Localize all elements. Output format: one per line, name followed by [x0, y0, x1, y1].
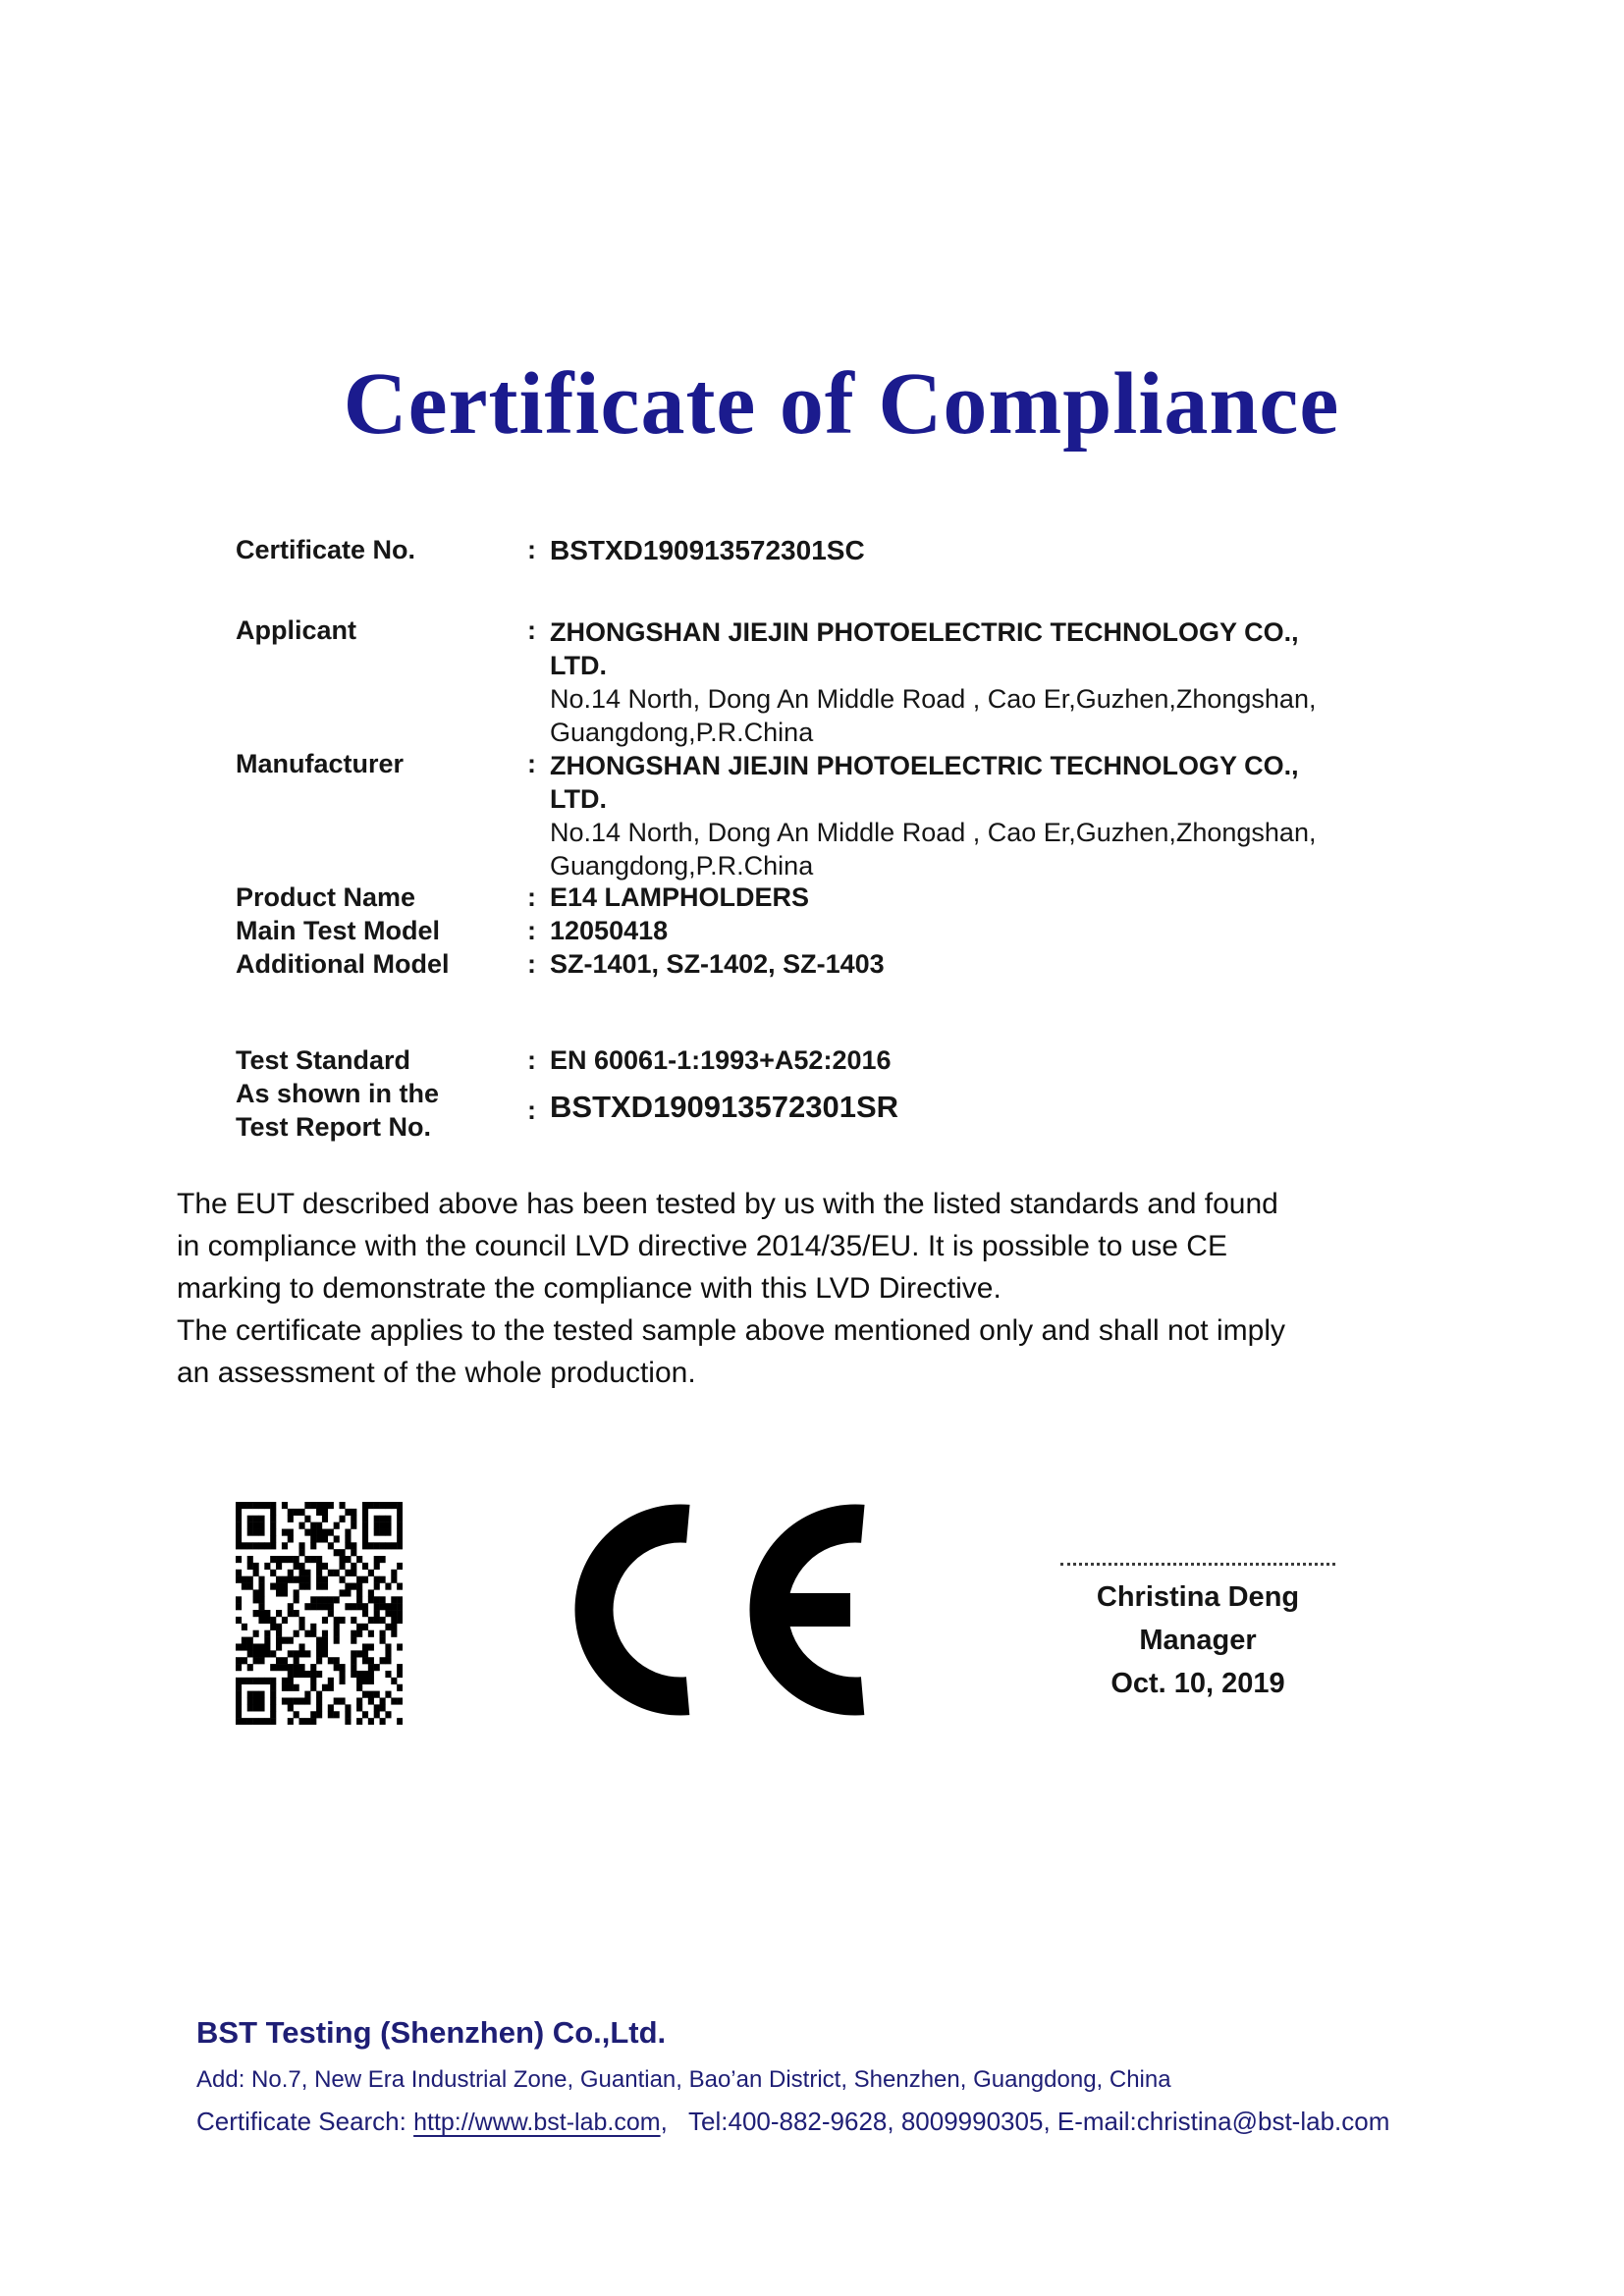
paragraph-line: an assessment of the whole production.	[177, 1357, 696, 1389]
signatory-role: Manager	[1139, 1625, 1257, 1656]
manufacturer-address-line1: No.14 North, Dong An Middle Road , Cao Er,Guzhen,Zhongshan,	[550, 818, 1317, 847]
product-name-value: E14 LAMPHOLDERS	[550, 882, 810, 912]
manufacturer-company-line1: ZHONGSHAN JIEJIN PHOTOELECTRIC TECHNOLOGY CO.,	[550, 751, 1299, 780]
manufacturer-company-line2: LTD.	[550, 784, 607, 814]
paragraph-line: marking to demonstrate the compliance with this LVD Directive.	[177, 1272, 1001, 1305]
test-standard-label-line1: Test Standard	[236, 1045, 411, 1075]
footer-company-name: BST Testing (Shenzhen) Co.,Ltd.	[196, 2015, 667, 2050]
main-test-model-label: Main Test Model	[236, 916, 441, 945]
manufacturer-value	[550, 749, 1316, 882]
paragraph-line: in compliance with the council LVD directive 2014/35/EU. It is possible to use CE	[177, 1230, 1227, 1262]
certificate-no-colon: :	[527, 535, 536, 564]
test-standard-colon: :	[527, 1045, 536, 1075]
test-report-colon: :	[527, 1095, 536, 1125]
manufacturer-address-line2: Guangdong,P.R.China	[550, 851, 814, 881]
applicant-company-line1: ZHONGSHAN JIEJIN PHOTOELECTRIC TECHNOLOGY CO.,	[550, 617, 1299, 647]
qr-code-icon	[236, 1502, 403, 1725]
paragraph-line: The certificate applies to the tested sample above mentioned only and shall not imply	[177, 1314, 1285, 1347]
applicant-value	[550, 615, 1316, 749]
manufacturer-colon: :	[527, 749, 536, 778]
certificate-search-label: Certificate Search:	[196, 2107, 406, 2136]
certificate-title: Certificate of Compliance	[343, 355, 1340, 453]
test-standard-value: EN 60061-1:1993+A52:2016	[550, 1045, 892, 1075]
footer-address: Add: No.7, New Era Industrial Zone, Guantian, Bao’an District, Shenzhen, Guangdong, China	[196, 2066, 1171, 2093]
paragraph-line: The EUT described above has been tested by us with the listed standards and found	[177, 1188, 1278, 1220]
signature-date: Oct. 10, 2019	[1110, 1668, 1285, 1699]
main-test-model-colon: :	[527, 916, 536, 945]
additional-model-colon: :	[527, 949, 536, 979]
applicant-address-line1: No.14 North, Dong An Middle Road , Cao Er,Guzhen,Zhongshan,	[550, 684, 1317, 714]
additional-model-label: Additional Model	[236, 949, 450, 979]
signatory-name: Christina Deng	[1096, 1581, 1300, 1613]
test-standard-label-line2: As shown in the	[236, 1079, 440, 1108]
body-paragraph	[177, 1183, 1285, 1394]
certificate-no-value: BSTXD190913572301SC	[550, 535, 865, 565]
test-report-value: BSTXD190913572301SR	[550, 1090, 899, 1124]
applicant-address-line2: Guangdong,P.R.China	[550, 718, 814, 747]
footer-search-line	[196, 2107, 1389, 2137]
signature-dotted-line	[1060, 1549, 1335, 1566]
signature-block	[1021, 1549, 1375, 1705]
certificate-no-label: Certificate No.	[236, 535, 416, 564]
product-name-colon: :	[527, 882, 536, 912]
ce-mark-icon	[572, 1503, 906, 1717]
main-test-model-value: 12050418	[550, 916, 669, 945]
applicant-colon: :	[527, 615, 536, 645]
certificate-search-link[interactable]: http://www.bst-lab.com	[413, 2109, 661, 2136]
applicant-label: Applicant	[236, 615, 357, 645]
test-standard-label-line3: Test Report No.	[236, 1112, 432, 1142]
product-name-label: Product Name	[236, 882, 416, 912]
manufacturer-label: Manufacturer	[236, 749, 405, 778]
applicant-company-line2: LTD.	[550, 651, 607, 680]
additional-model-value: SZ-1401, SZ-1402, SZ-1403	[550, 949, 885, 979]
footer-contact-info: , Tel:400-882-9628, 8009990305, E-mail:christina@bst-lab.com	[660, 2107, 1390, 2136]
